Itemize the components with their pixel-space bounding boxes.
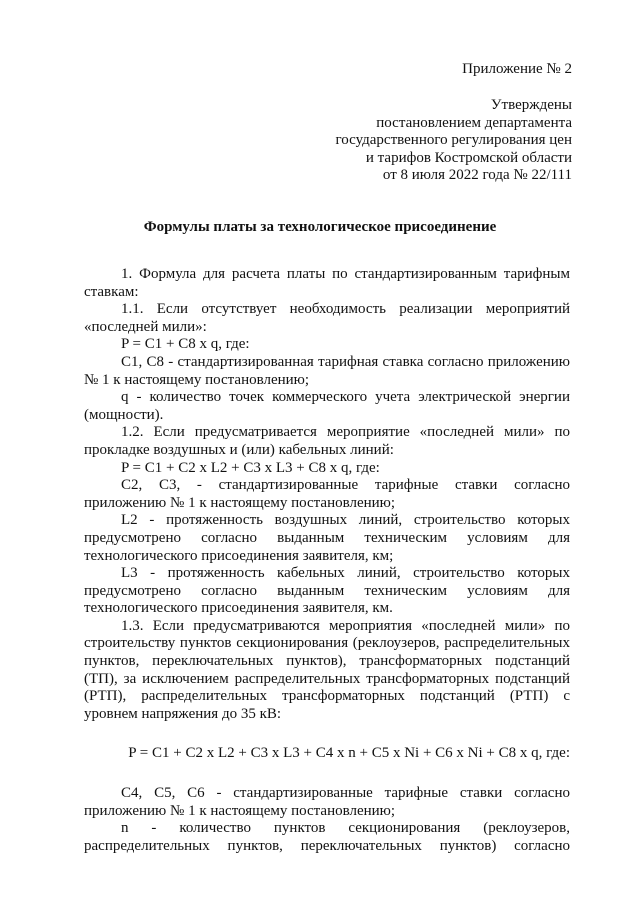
approval-line: Утверждены <box>490 97 572 113</box>
paragraph: C4, C5, C6 - стандартизированные тарифные ставки согласно приложению № 1 к настоящему постановлению; <box>84 785 570 819</box>
paragraph: q - количество точек коммерческого учета электрической энергии (мощности). <box>84 389 570 423</box>
approval-line: государственного регулирования цен <box>335 132 572 148</box>
document-title: Формулы платы за технологическое присоединение <box>143 219 497 235</box>
approval-line: от 8 июля 2022 года № 22/111 <box>382 167 572 183</box>
approval-line: постановлением департамента <box>376 114 572 131</box>
approval-line: и тарифов Костромской области <box>365 149 572 166</box>
approval-block <box>272 97 572 185</box>
formula: P = C1 + C2 x L2 + C3 x L3 + C8 x q, где: <box>121 459 380 476</box>
formula: P = C1 + C8 x q, где: <box>121 336 250 353</box>
paragraph: 1.1. Если отсутствует необходимость реализации мероприятий «последней мили»: <box>84 301 570 335</box>
paragraph: C2, C3, - стандартизированные тарифные ставки согласно приложению № 1 к настоящему постановлению; <box>84 477 570 511</box>
paragraph: C1, C8 - стандартизированная тарифная ставка согласно приложению № 1 к настоящему постановлению; <box>84 353 570 388</box>
appendix-label: Приложение № 2 <box>462 61 572 77</box>
paragraph: 1. Формула для расчета платы по стандартизированным тарифным ставкам: <box>84 266 570 300</box>
paragraph: L3 - протяженность кабельных линий, строительство которых предусмотрено согласно выданным техническим условиям для технологического присоединения заявителя, км. <box>84 565 570 617</box>
paragraph: 1.2. Если предусматривается мероприятие «последней мили» по прокладке воздушных и (или) кабельных линий: <box>84 424 570 458</box>
document-body <box>84 266 570 855</box>
paragraph: 1.3. Если предусматриваются мероприятия «последней мили» по строительству пунктов секционирования (реклоузеров, распределительных пунктов, переключательных пунктов), трансформаторных подстанций (ТП), за исключением распределительных трансформаторных подстанций (РТП), распределительных трансформаторных подстанций (РТП) с уровнем напряжения до 35 кВ: <box>84 617 570 722</box>
paragraph: L2 - протяженность воздушных линий, строительство которых предусмотрено согласно выданным техническим условиям для технологического присоединения заявителя, км; <box>84 512 570 564</box>
paragraph: n - количество пунктов секционирования (реклоузеров, распределительных пунктов, переключательных пунктов) согласно <box>84 820 570 854</box>
formula: P = C1 + C2 x L2 + C3 x L3 + C4 x n + C5 x Ni + C6 x Ni + C8 x q, где: <box>128 745 570 762</box>
